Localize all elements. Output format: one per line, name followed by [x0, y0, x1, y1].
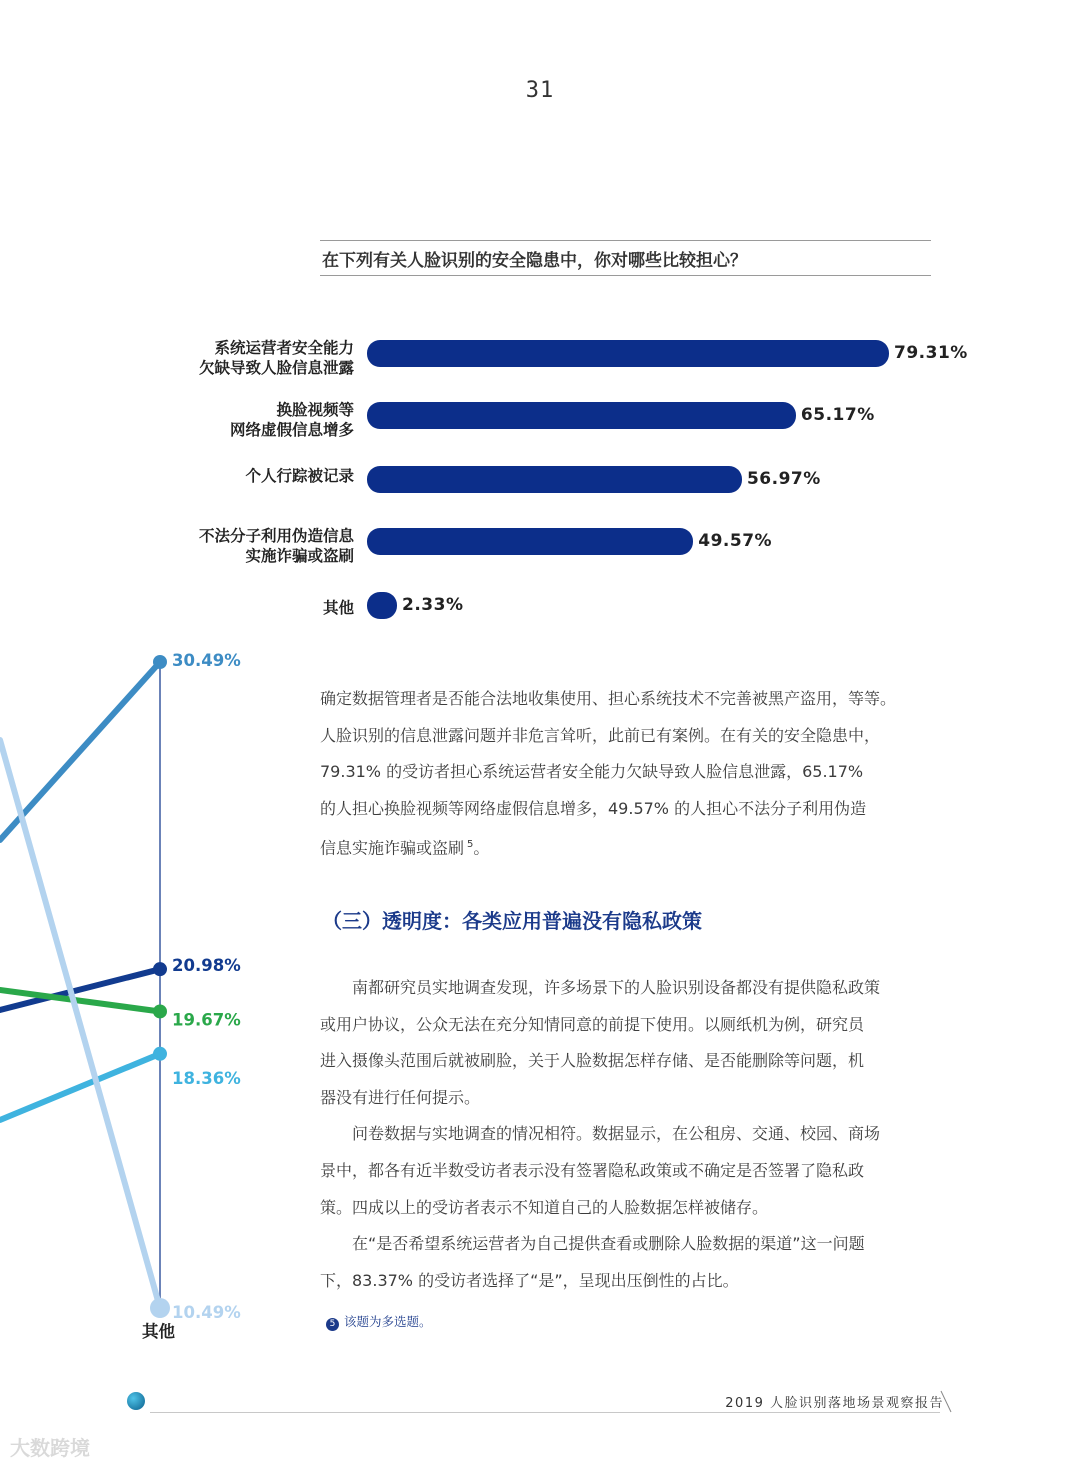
paragraph-line: 下，83.37% 的受访者选择了“是”，呈现出压倒性的占比。: [320, 1270, 739, 1290]
slope-category-label: 其他: [142, 1322, 175, 1341]
bar-label-line: 网络虚假信息增多: [229, 421, 354, 439]
paragraph-line: 南都研究员实地调查发现，许多场景下的人脸识别设备都没有提供隐私政策: [320, 978, 881, 997]
slope-series-line: [0, 740, 160, 1308]
bar-value-label: 56.97%: [746, 469, 821, 489]
bar: [367, 340, 889, 367]
bar-row: [0, 528, 1080, 568]
footnote-reference: 5: [467, 839, 474, 851]
paragraph-line-text: 79.31% 的受访者担心系统运营者安全能力欠缺导致人脸信息泄露，65.17%: [320, 762, 864, 782]
bar-value-label: 79.31%: [894, 343, 968, 363]
bar-row: [0, 592, 1080, 632]
paragraph-line: [320, 827, 932, 867]
footnote-number-icon: 5: [326, 1318, 339, 1331]
page-number: 31: [525, 78, 555, 103]
footnote: [326, 1312, 432, 1331]
bar: [367, 402, 796, 429]
paragraph-security-concerns: [320, 681, 932, 867]
paragraph-line-text: 确定数据管理者是否能合法地收集使用、担心系统技术不完善被黑产盗用，等等。: [320, 689, 897, 708]
bar: [367, 592, 397, 619]
bar-value-label: 2.33%: [402, 595, 464, 615]
watermark: 大数跨境: [10, 1436, 90, 1460]
footer-circle-icon: [127, 1392, 145, 1410]
paragraph-line: 景中，都各有近半数受访者表示没有签署隐私政策或不确定是否签署了隐私政: [320, 1160, 865, 1180]
bar-label-line: 不法分子利用伪造信息: [198, 527, 354, 545]
paragraph-line: [320, 681, 932, 718]
paragraph-line: [320, 754, 932, 791]
bar-label-line: 系统运营者安全能力: [214, 339, 354, 357]
slope-series-line: [0, 969, 160, 1010]
section-heading-transparency: （三）透明度：各类应用普遍没有隐私政策: [322, 909, 702, 933]
footer-slash-icon: [940, 1390, 952, 1414]
paragraph-line: 器没有进行任何提示。: [320, 1087, 481, 1107]
bar-label: [114, 400, 354, 440]
slope-value-label: 10.49%: [172, 1303, 241, 1322]
bar-value-label: 49.57%: [698, 531, 773, 551]
bar-label: [114, 598, 354, 618]
bar-chart-title: 在下列有关人脸识别的安全隐患中，你对哪些比较担心？: [322, 251, 747, 271]
slope-chart: [0, 640, 300, 1360]
paragraph-line: 或用户协议，公众无法在充分知情同意的前提下使用。以厕纸机为例，研究员: [320, 1014, 865, 1034]
footnote-text: 该题为多选题。: [344, 1314, 432, 1329]
bar-label: [114, 466, 354, 486]
paragraph-line: [320, 791, 932, 828]
slope-series-line: [0, 990, 160, 1011]
slope-point: [153, 655, 167, 669]
paragraph-line: 策。四成以上的受访者表示不知道自己的人脸数据怎样被储存。: [320, 1197, 769, 1217]
bar: [367, 528, 693, 555]
paragraph-line-text: 信息实施诈骗或盗刷: [320, 838, 465, 858]
bar-label-line: 欠缺导致人脸信息泄露: [198, 359, 354, 377]
paragraph-line: 在“是否希望系统运营者为自己提供查看或删除人脸数据的渠道”这一问题: [320, 1234, 865, 1254]
slope-value-label: 20.98%: [172, 956, 241, 976]
footer-report-title: 2019 人脸识别落地场景观察报告: [725, 1396, 944, 1411]
paragraph-transparency: [320, 970, 932, 1299]
slope-series-line: [0, 662, 160, 840]
bar-row: [0, 466, 1080, 506]
slope-series-line: [0, 1054, 160, 1120]
bar-row: [0, 402, 1080, 442]
slope-value-label: 19.67%: [172, 1010, 241, 1030]
paragraph-line: 进入摄像头范围后就被刷脸，关于人脸数据怎样存储、是否能删除等问题，机: [320, 1051, 865, 1071]
bar-chart-title-frame: [320, 240, 931, 276]
bar-label: [114, 338, 354, 378]
paragraph-line-text: 的人担心换脸视频等网络虚假信息增多，49.57% 的人担心不法分子利用伪造: [320, 798, 867, 818]
footer-divider: [150, 1412, 940, 1413]
paragraph-line: 问卷数据与实地调查的情况相符。数据显示，在公租房、交通、校园、商场: [320, 1124, 881, 1144]
slope-point: [153, 1047, 167, 1061]
bar-label: [114, 526, 354, 566]
bar-label-line: 其他: [322, 599, 354, 617]
paragraph-line: [320, 718, 932, 755]
slope-point: [153, 1004, 167, 1018]
bar-label-line: 实施诈骗或盗刷: [245, 547, 354, 565]
bar: [367, 466, 742, 493]
bar-label-line: 个人行踪被记录: [245, 467, 354, 485]
slope-value-label: 18.36%: [172, 1068, 241, 1088]
slope-point: [150, 1298, 170, 1318]
slope-value-label: 30.49%: [172, 651, 241, 670]
bar-value-label: 65.17%: [800, 405, 875, 425]
paragraph-line-text: 人脸识别的信息泄露问题并非危言耸听，此前已有案例。在有关的安全隐患中，: [320, 725, 881, 745]
bar-row: [0, 340, 1080, 380]
slope-point: [153, 962, 167, 976]
bar-label-line: 换脸视频等: [276, 401, 354, 419]
sentence-end: 。: [473, 838, 490, 858]
